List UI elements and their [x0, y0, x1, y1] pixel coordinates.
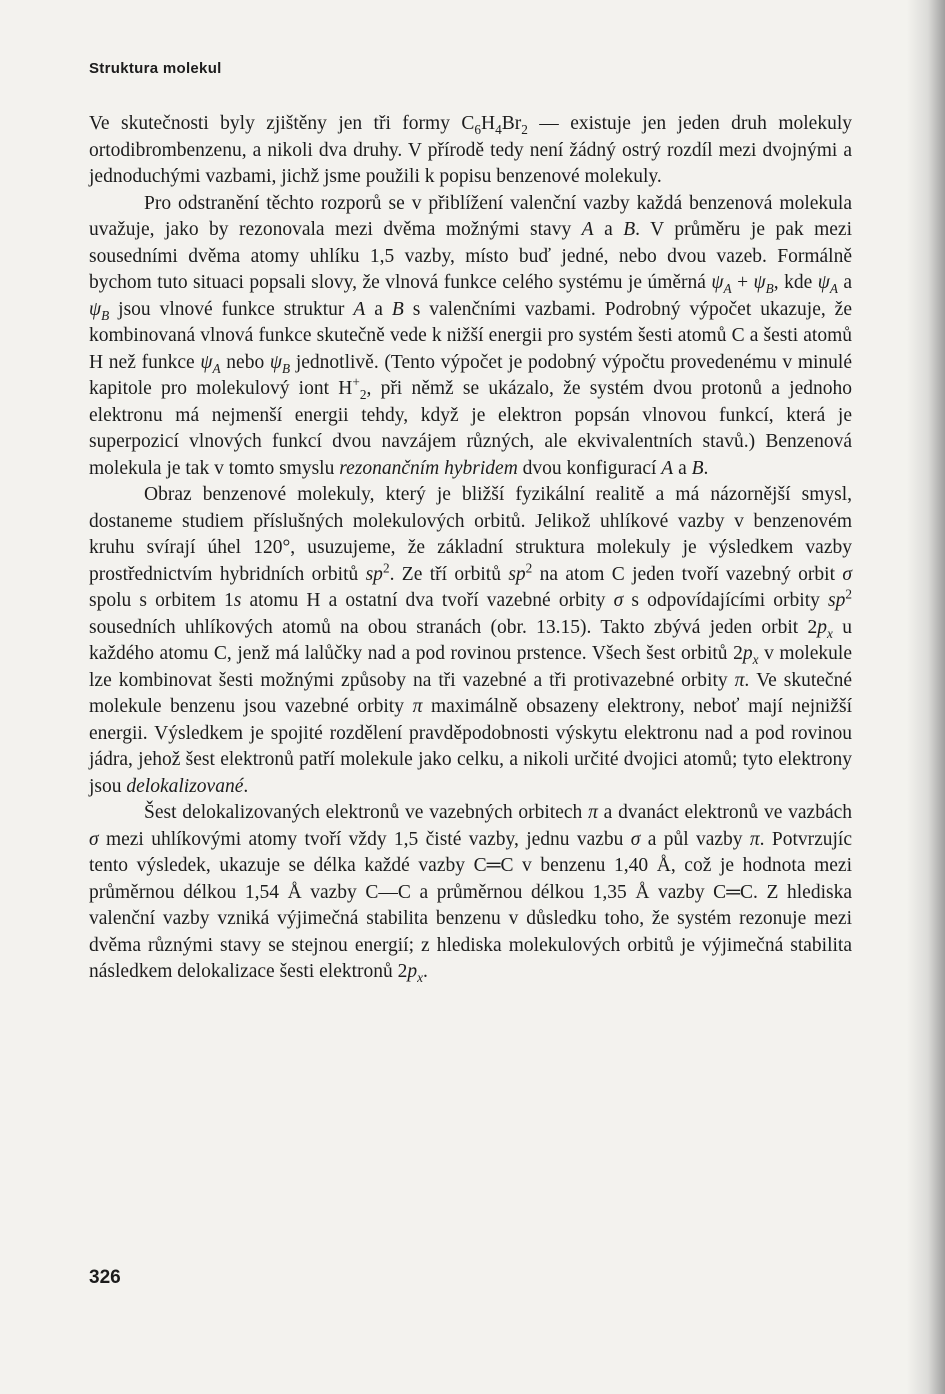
paragraph-4: Šest delokalizovaných elektronů ve vazebných orbitech π a dvanáct elektronů ve vazbách σ mezi uhlíkovými atomy tvoří vždy 1,5 čisté vazby, jednu vazbu σ a půl vazby π. Potvrzujíc tento výsledek, ukazuje se délka každé vazby C═C v benzenu 1,40 Å, což je hodnota mezi průměrnou délkou 1,54 Å vazby C—C a průměrnou délkou 1,35 Å vazby C═C. Z hlediska valenční vazby vzniká výjimečná stabilita benzenu v důsledku toho, že systém rezonuje mezi dvěma různými stavy se stejnou energií; z hlediska molekulových orbitů je výjimečná stabilita následkem delokalizace šesti elektronů $2p_x$.	[89, 802, 853, 985]
paragraph-1: Ve skutečnosti byly zjištěny jen tři formy $C_6H_4Br_2$ — existuje jen jeden druh molekuly ortodibrombenzenu, a nikoli dva druhy. V přírodě tedy není žádný ostrý rozdíl mezi dvojnými a jednoduchými vazbami, jichž jsme použili k popisu benzenové molekuly.	[89, 113, 853, 187]
paragraph-3: Obraz benzenové molekuly, který je bližší fyzikální realitě a má názornější smysl, dostaneme studiem příslušných molekulových orbitů. Jelikož uhlíkové vazby v benzenovém kruhu svírají úhel 120°, usuzujeme, že základní struktura molekuly je výsledkem vazby prostřednictvím hybridních orbitů $sp^2$. Ze tří orbitů $sp^2$ na atom C jeden tvoří vazebný orbit σ spolu s orbitem 1s atomu H a ostatní dva tvoří vazebné orbity σ s odpovídajícími orbity $sp^2$ sousedních uhlíkových atomů na obou stranách (obr. 13.15). Takto zbývá jeden orbit $2p_x$ u každého atomu C, jenž má lalůčky nad a pod rovinou prstence. Všech šest orbitů $2p_x$ v molekule lze kombinovat šesti možnými způsoby na tři vazebné a tři protivazebné orbity π. Ve skutečné molekule benzenu jsou vazebné orbity π maximálně obsazeny elektrony, neboť mají nejnižší energii. Výsledkem je spojité rozdělení pravděpodobnosti výskytu elektronu nad a pod rovinou jádra, jehož šest elektronů patří molekule jako celku, a nikoli určité dvojici atomů; tyto elektrony jsou delokalizované.	[89, 484, 853, 797]
paragraph-2: Pro odstranění těchto rozporů se v přiblížení valenční vazby každá benzenová molekula uvažuje, jako by rezonovala mezi dvěma možnými stavy A a B. V průměru je pak mezi sousedními dvěma atomy uhlíku 1,5 vazby, místo buď jedné, nebo dvou vazeb. Formálně bychom tuto situaci popsali slovy, že vlnová funkce celého systému je úměrná $\psi_A + \psi_B$, kde $\psi_A$ a $\psi_B$ jsou vlnové funkce struktur A a B s valenčními vazbami. Podrobný výpočet ukazuje, že kombinovaná vlnová funkce skutečně vede k nižší energii pro systém šesti atomů C a šesti atomů H než funkce $\psi_A$ nebo $\psi_B$ jednotlivě. (Tento výpočet je podobný výpočtu provedenému v minulé kapitole pro molekulový iont $H^+_2$, při němž se ukázalo, že systém dvou protonů a jednoho elektronu má nejmenší energii tehdy, když je elektron popsán vlnovou funkcí, která je superpozicí vlnových funkcí dvou navzájem různých, ale ekvivalentních stavů.) Benzenová molekula je tak v tomto smyslu rezonančním hybridem dvou konfigurací A a B.	[89, 192, 853, 479]
main-text	[89, 111, 852, 986]
page-number: 326	[89, 1267, 121, 1288]
book-spine-shadow	[907, 0, 945, 1394]
running-header: Struktura molekul	[89, 60, 222, 77]
